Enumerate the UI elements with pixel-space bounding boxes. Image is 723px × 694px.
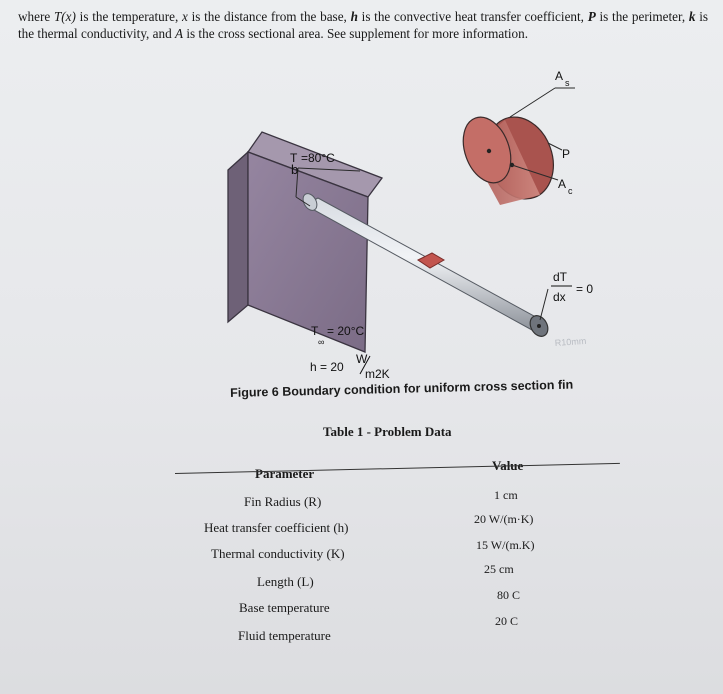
table-cell-value: 25 cm [484, 562, 514, 576]
intro-text: is the distance from the base, [187, 9, 351, 24]
table-cell-value: 20 W/(m·K) [474, 512, 534, 526]
intro-var-p: P [587, 9, 596, 24]
intro-var-k: k [688, 9, 696, 24]
table-row: Base temperature [239, 600, 330, 615]
header-value: Value [492, 458, 524, 473]
intro-var-tx: T(x) [53, 9, 76, 24]
as-subscript: s [565, 78, 570, 88]
h-units-numerator: W [356, 352, 368, 366]
ac-label: A [558, 177, 567, 191]
table-cell-value: 80 C [497, 588, 521, 602]
eq-zero-label: = 0 [576, 282, 594, 296]
table-cell-value: 1 cm [494, 488, 518, 502]
tinf-subscript: ∞ [318, 337, 325, 347]
intro-var-a: A [174, 26, 184, 41]
intro-var-x: x [182, 9, 188, 24]
tb-value: =80°C [301, 151, 335, 165]
table-row: Thermal conductivity (K) [211, 546, 345, 561]
h-units-denominator: m2K [365, 367, 390, 381]
base-plate [228, 132, 382, 352]
figure-caption: Figure 6 Boundary condition for uniform cross section fin [230, 377, 574, 400]
perimeter-label: P [562, 147, 571, 161]
table-title: Table 1 - Problem Data [323, 424, 452, 439]
tinf-value: = 20°C [327, 324, 365, 338]
intro-text: is the perimeter, [595, 9, 689, 24]
tinf-label: T [311, 324, 319, 338]
table-row: Heat transfer coefficient (h) [204, 520, 349, 535]
table-cell-value: 20 C [495, 614, 519, 628]
table-row: Fluid temperature [238, 628, 331, 643]
table-cell-value: 15 W/(m.K) [476, 538, 535, 552]
ac-subscript: c [568, 186, 573, 196]
intro-text: is the temperature, [75, 9, 183, 24]
intro-text: is the convective heat transfer coefficient, [357, 9, 588, 24]
dt-label: dT [553, 270, 568, 284]
tb-label: T [290, 151, 298, 165]
cross-section-disk [455, 108, 565, 209]
intro-var-h: h [350, 9, 358, 24]
intro-text: is the cross sectional area. See supplement for more information. [183, 26, 529, 41]
h-label: h = 20 [310, 360, 344, 374]
tb-subscript: b [291, 162, 299, 177]
dx-label: dx [553, 290, 566, 304]
as-label: A [555, 69, 564, 83]
header-parameter: Parameter [255, 466, 315, 481]
table-row: Length (L) [257, 574, 314, 589]
faint-dimension-label: R10mm [554, 335, 587, 348]
intro-text: where [18, 9, 54, 24]
table-row: Fin Radius (R) [244, 494, 322, 509]
intro-text: is the thermal conductivity, and [18, 9, 709, 41]
